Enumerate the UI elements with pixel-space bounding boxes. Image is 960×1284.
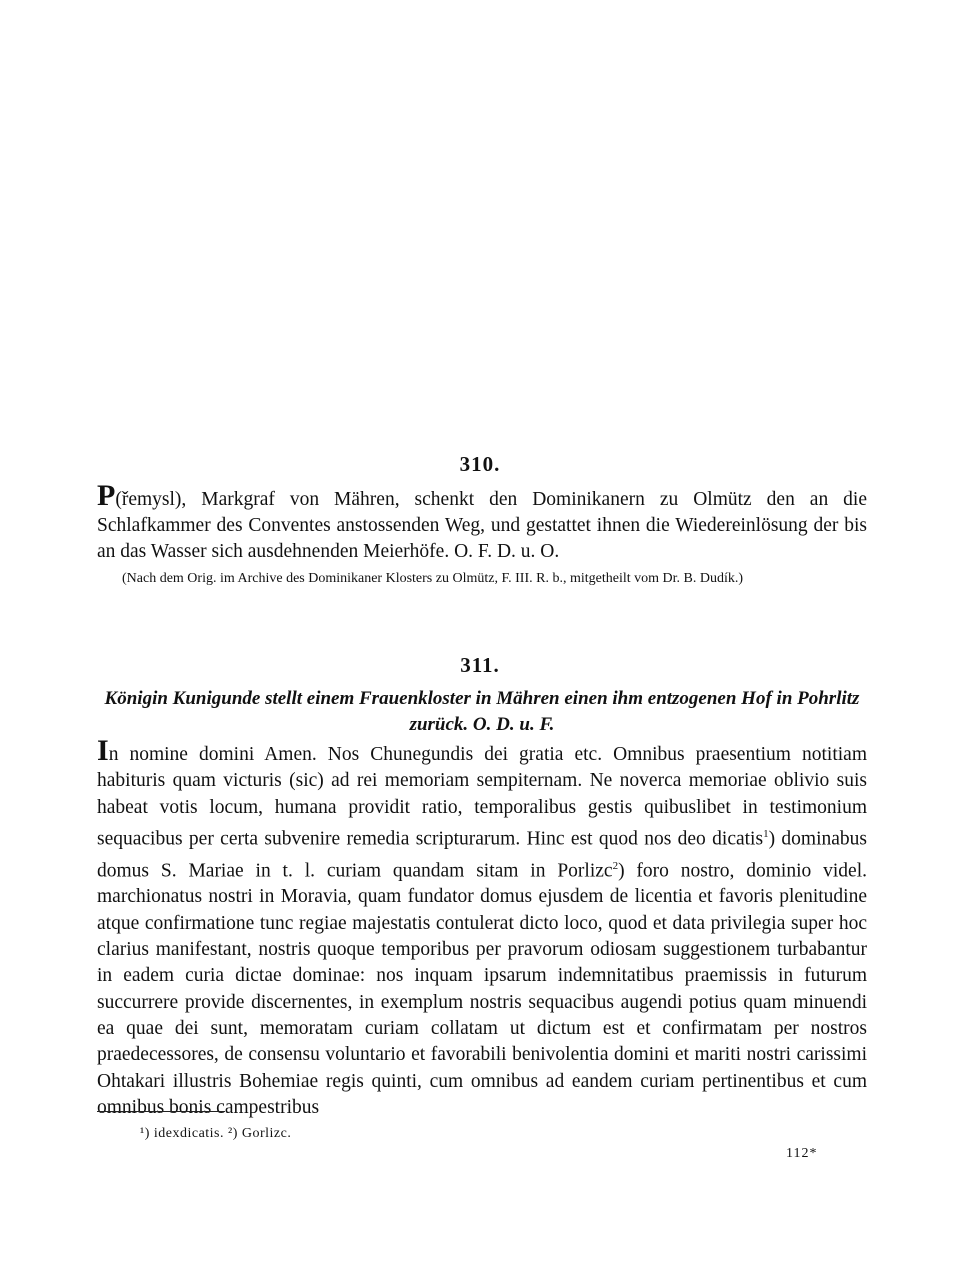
- text-311-part-a: n nomine domini Amen. Nos Chunegundis dei gratia etc. Omnibus praesentium notitiam habituris quam victuris (sic) ad rei memoriam sempiternam. Ne noverca memoriae oblivio suis habeat votis locum, humana providit ratio, temporalibus gestis quibuslibet in testimonium sequacibus per certa subvenire remedia scripturarum. Hinc est quod nos deo dicatis: [97, 744, 867, 850]
- footnote-divider: [97, 1111, 225, 1112]
- text-311-part-c: ) foro nostro, dominio videl. marchionatus nostri in Moravia, quam fundator domus ejusdem de licentia et favoris plenitudine atque confirmatione tunc regiae majestatis contulerat dicto loco, quod et data privilegia super hoc clarius manifestant, nostris quoque temporibus per pravorum odiosam suggestionem turbabantur in eadem curia dictae dominae: nos inquam ipsarum indemnitatibus praemissis in futurum succurrere provide discernentes, in exemplum nostris sequacibus augendi potius quam minuendi ea quae dei sunt, memoratam curiam collatam ut dictum est et confirmatam per nostros praedecessores, de consensu voluntario et favorabili benivolentia domini et mariti nostri carissimi Ohtakari illustris Bohemiae regis quinti, cum omnibus ad eandem curiam pertinentibus et cum omnibus bonis campestribus: [97, 860, 867, 1118]
- footnote-ref-1: 1: [763, 827, 769, 840]
- footnote-ref-2: 2: [612, 859, 619, 872]
- footnotes: ¹) idexdicatis. ²) Gorlizc.: [140, 1126, 292, 1141]
- document-number-310: 310.: [459, 452, 501, 476]
- document-text-311: [97, 734, 867, 1121]
- document-number-311: 311.: [460, 653, 500, 677]
- heading-311: Königin Kunigunde stellt einem Frauenkloster in Mähren einen ihm entzogenen Hof in Pohrlitz zurück. O. D. u. F.: [104, 688, 860, 735]
- dropcap-311: I: [97, 734, 109, 767]
- summary-310: [97, 479, 867, 565]
- signature-mark: 112*: [786, 1146, 818, 1161]
- source-note-310: (Nach dem Orig. im Archive des Dominikaner Klosters zu Olmütz, F. III. R. b., mitgetheilt vom Dr. B. Dudík.): [122, 571, 743, 586]
- dropcap-310: P: [97, 479, 116, 512]
- text-311-part-b: ) dominabus domus S. Mariae in t. l. curiam quandam sitam in Porlizc: [97, 828, 867, 882]
- summary-310-text: (řemysl), Markgraf von Mähren, schenkt den Dominikanern zu Olmütz den an die Schlafkammer des Conventes anstossenden Weg, und gestattet ihnen die Wiedereinlösung der bis an das Wasser sich ausdehnenden Meierhöfe. O. F. D. u. O.: [97, 489, 867, 562]
